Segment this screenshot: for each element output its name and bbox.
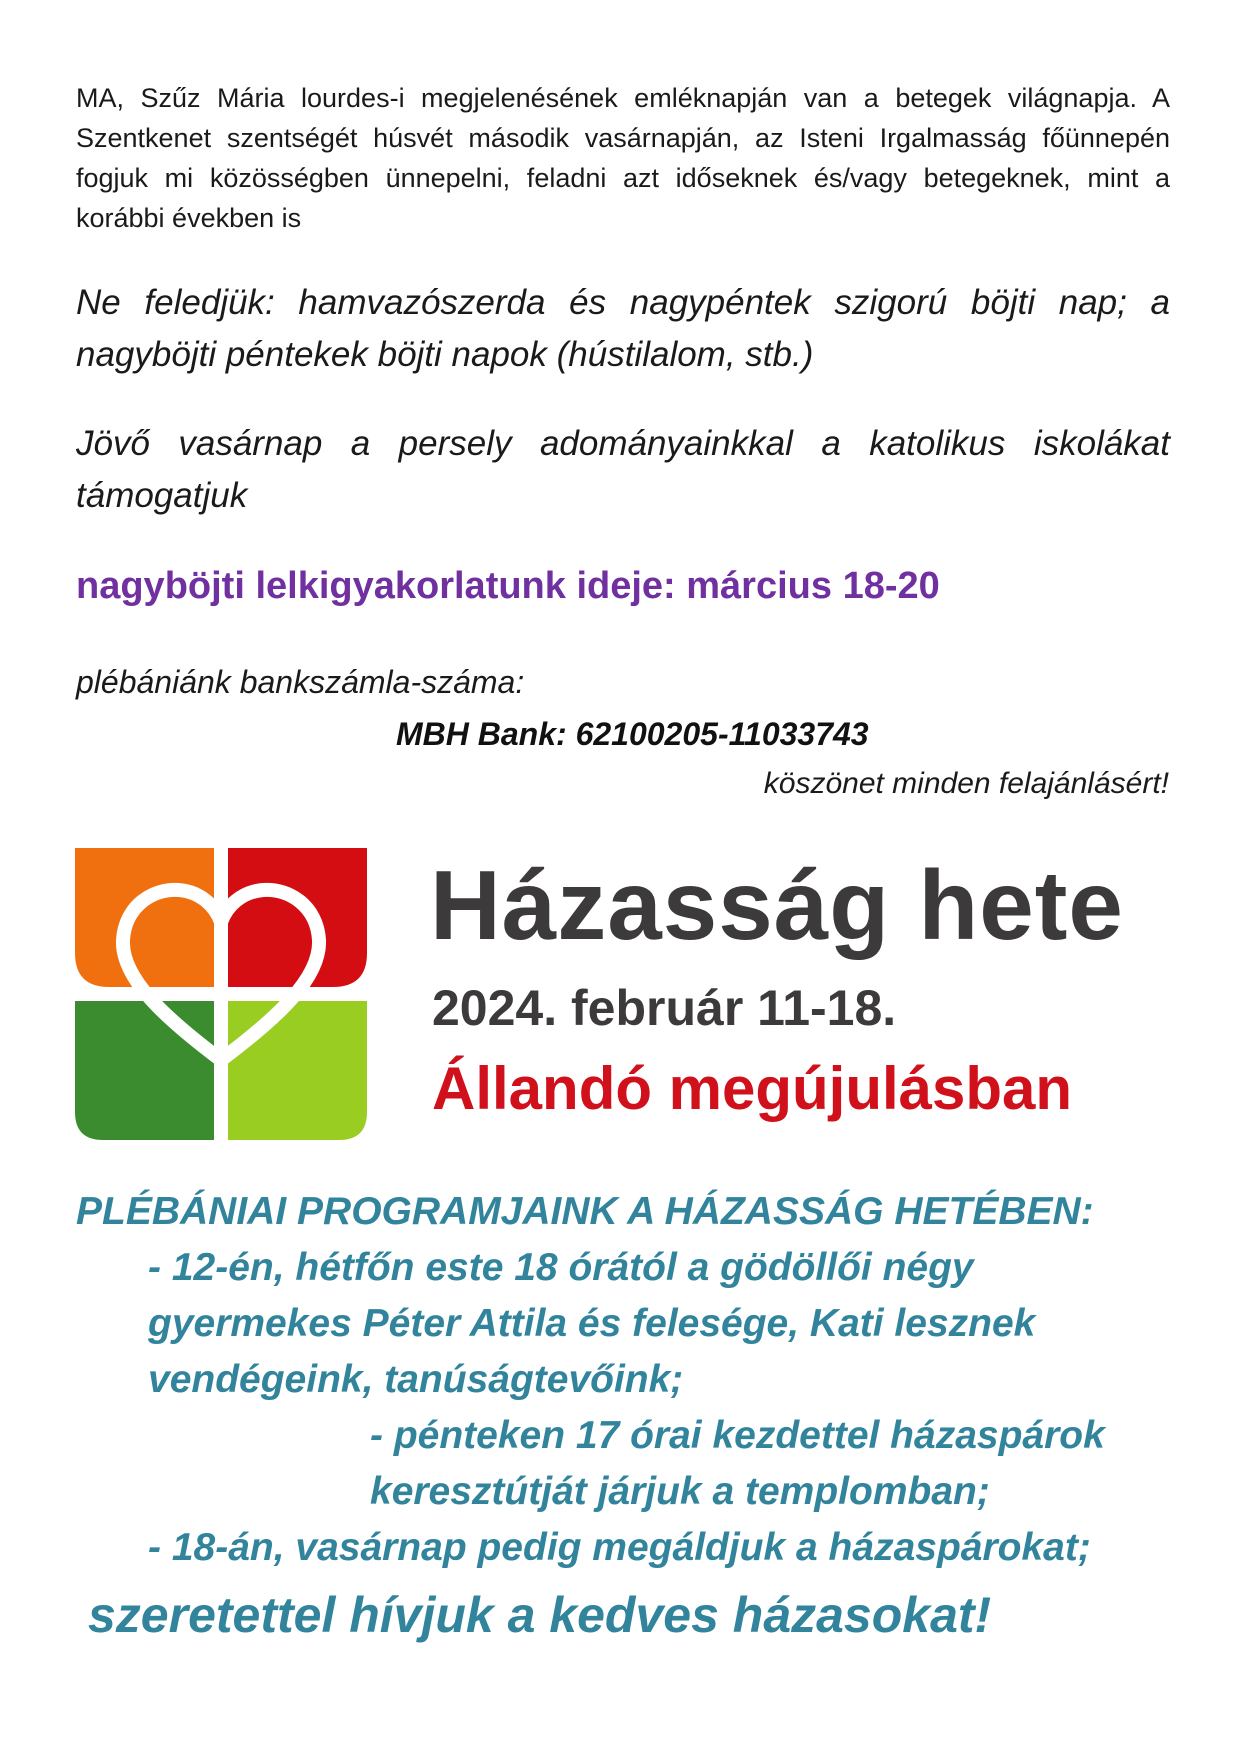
logo-stem [214,1053,228,1140]
marriage-week-date: 2024. február 11-18. [432,980,897,1036]
programs-heading: PLÉBÁNIAI PROGRAMJAINK A HÁZASSÁG HETÉBEN: [76,1190,1094,1233]
program-item-sunday: - 18-án, vasárnap pedig megáldjuk a házaspárokat; [148,1526,1091,1569]
marriage-week-logo-icon [75,848,367,1140]
marriage-week-title: Házasság hete [430,850,1124,960]
collection-notice: Jövő vasárnap a persely adományainkkal a katolikus iskolákat támogatjuk [76,424,1170,515]
logo-lime-leaf [228,1001,367,1140]
marriage-week-motto: Állandó megújulásban [432,1055,1073,1122]
retreat-notice: nagyböjti lelkigyakorlatunk ideje: március 18-20 [76,565,940,607]
program-item-monday: - 12-én, hétfőn este 18 órától a gödöllői négy gyermekes Péter Attila és felesége, Kati lesznek vendégeink, tanúságtevőink; [148,1246,1036,1401]
closing-invitation: szeretettel hívjuk a kedves házasokat! [88,1587,992,1643]
thanks-note: köszönet minden felajánlásért! [763,767,1169,800]
logo-green-leaf [75,1001,214,1140]
bank-intro: plébániánk bankszámla-száma: [76,664,525,700]
logo-orange-petal [75,848,214,987]
intro-paragraph: MA, Szűz Mária lourdes-i megjelenésének emléknapján van a betegek világnapja. A Szentkenet szentségét húsvét második vasárnapján, az Isteni Irgalmasság főünnepén fogjuk mi közösségben ünnepelni, feladni azt időseknek és/vagy betegeknek, mint a korábbi években is [76,83,1170,233]
logo-red-petal [228,848,367,987]
fasting-notice: Ne feledjük: hamvazószerda és nagypéntek szigorú böjti nap; a nagyböjti péntekek böjti napok (hústilalom, stb.) [76,283,1170,374]
program-item-friday: - pénteken 17 órai kezdettel házaspárok keresztútját járjuk a templomban; [370,1414,1105,1513]
bank-account-number: MBH Bank: 62100205-11033743 [396,716,869,752]
